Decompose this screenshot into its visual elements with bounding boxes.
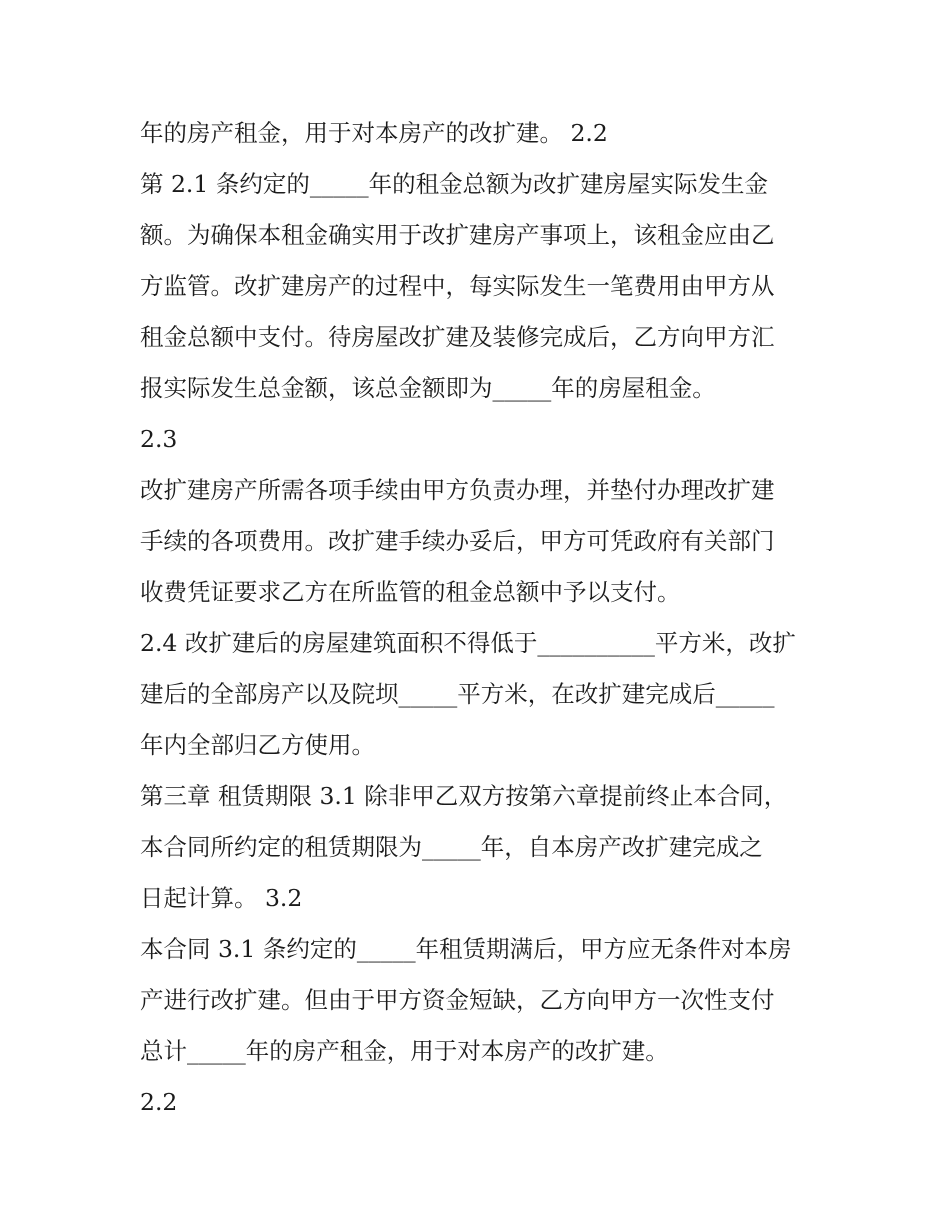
contract-text: [140, 108, 830, 1128]
text-line: 2.2: [140, 1088, 178, 1116]
text-line: 手续的各项费用。改扩建手续办妥后，甲方可凭政府有关部门: [140, 527, 775, 555]
text-line: 日起计算。 3.2: [140, 884, 303, 912]
text-line: 总计_____年的房产租金，用于对本房产的改扩建。: [140, 1037, 669, 1065]
text-line: 第三章 租赁期限 3.1 除非甲乙双方按第六章提前终止本合同，: [140, 782, 788, 810]
text-line: 收费凭证要求乙方在所监管的租金总额中予以支付。: [140, 578, 681, 606]
text-line: 本合同所约定的租赁期限为_____年，自本房产改扩建完成之: [140, 833, 763, 861]
text-line: 租金总额中支付。待房屋改扩建及装修完成后，乙方向甲方汇: [140, 323, 775, 351]
text-line: 2.4 改扩建后的房屋建筑面积不得低于__________平方米，改扩: [140, 629, 796, 657]
text-line: 报实际发生总金额，该总金额即为_____年的房屋租金。: [140, 374, 716, 402]
text-line: 年内全部归乙方使用。: [140, 731, 375, 759]
text-line: 本合同 3.1 条约定的_____年租赁期满后，甲方应无条件对本房: [140, 935, 792, 963]
text-line: 改扩建房产所需各项手续由甲方负责办理，并垫付办理改扩建: [140, 476, 775, 504]
text-line: 2.3: [140, 425, 178, 453]
text-line: 年的房产租金，用于对本房产的改扩建。 2.2: [140, 119, 608, 147]
text-line: 方监管。改扩建房产的过程中，每实际发生一笔费用由甲方从: [140, 272, 775, 300]
text-line: 第 2.1 条约定的_____年的租金总额为改扩建房屋实际发生金: [140, 170, 769, 198]
text-line: 产进行改扩建。但由于甲方资金短缺，乙方向甲方一次性支付: [140, 986, 775, 1014]
text-line: 建后的全部房产以及院坝_____平方米，在改扩建完成后_____: [140, 680, 775, 708]
text-line: 额。为确保本租金确实用于改扩建房产事项上，该租金应由乙: [140, 221, 775, 249]
